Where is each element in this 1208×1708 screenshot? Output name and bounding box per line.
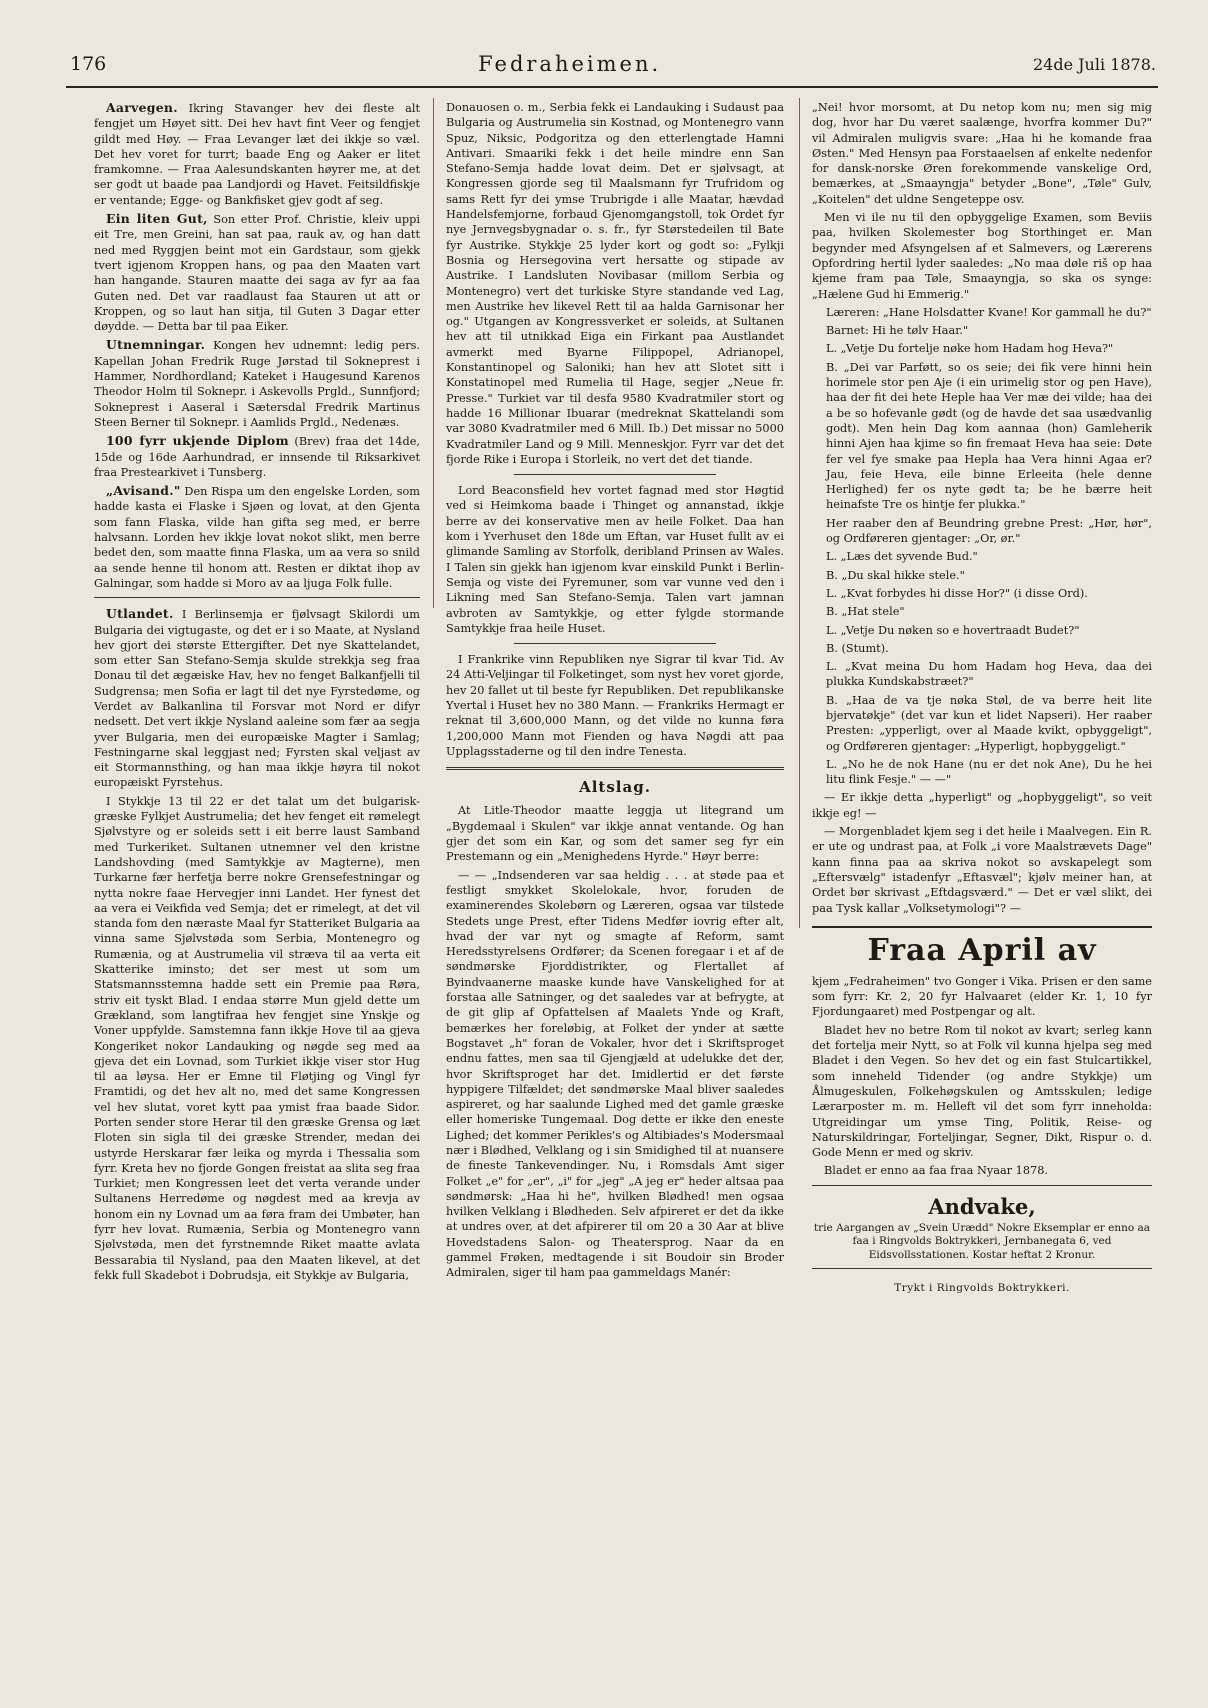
- bottom-divider: [812, 1268, 1152, 1269]
- article-heading: Utnemningar.: [106, 337, 206, 353]
- dialog-line: L. „Kvat forbydes hi disse Hor?" (i disse Ord).: [826, 586, 1088, 600]
- ad-text: Bladet hev no betre Rom til nokot av kvart; serleg kann det fortelja meir Nytt, so at Folk vil kunna hjelpa seg med Bladet i den Vegen. So hev det og ein fast Stulcartikkel, som inneheld Tidender (og andre Stykkje) um Ålmugeskulen, Folkehøgskulen og Amtsskulen; ledige Lærarposter m. m. Helleft vil det som fyrr inneholda: Utgreidingar um ymse Ting, Politik, Reise- og Naturskildringar, Forteljingar, Segner, Dikt, Rispur o. d. Gode Menn er med og skriv.: [812, 1023, 1152, 1160]
- altslag-heading: Altslag.: [579, 778, 651, 797]
- dialog-comment: — Er ikkje detta „hyperligt" og „hopbyggeligt", so veit ikkje eg! —: [812, 791, 1152, 820]
- article-utlandet-cont: I Stykkje 13 til 22 er det talat um det bulgarisk-græske Fylkjet Austrumelia; det hev fenget eit rømelegt Sjølvstyre og er soleids sett i eit berre laust Samband med Turkeriket. Sultanen utnemner vel den kristne Landshovding (med Samtykkje av Magterne), men Turkarne fær herfetja berre nokre Grensefestningar og nytta nokre faae Hervegjer inni Landet. Her fynest det aa vera ei Veikfida ved Semja; det er rimelegt, at det vil standa fom den næraste Maal fyr Statteriket Bulgaria aa vinna same Sjølvstøda som Serbia, Montenegro og Rumænia, og at Austrumelia vil stræva til aa verta eit Skatterike iminsto; det ser mest ut som um Statsmannsstemna hadde sett ein Premie paa Røra, striv eit tyskt Blad. I endaa større Mun gjeld dette um Grækland, som langtifraa hev fengjet sine Ynskje og Voner uppfylde. Samstemna fann ikkje Hove til aa gjeva Kongeriket nokor Landauking og nøgde seg med aa gjeva det ein Lovnad, som Turkiet ikkje viser stor Hug til aa løysa. Her er Emne til Fløtjing og Vingl fyr Framtidi, og det hev alt no, med det same Kongressen vel hev slutat, voret kytt paa ymist fraa baade Sidor. Porten sender store Herar til den græske Grensa og læt Floten sin sigla til dei græske Strender, medan dei ustyrde Herskarar fær leika og myrda i Thessalia som fyrr. Kreta hev no fjorde Gongen freistat aa slita seg fraa Turkiet; men Kongressen leet det verta verande under Sultanens Herredøme og nøgdest med aa krevja av honom ein ny Lovnad um aa føra fram dei Umbøter, han fyrr hev lovat. Rumænia, Serbia og Montenegro vann Sjølvstøda, men det fyrstnemnde Riket maatte avlata Bessarabia til Nysland, paa den Maaten likevel, at det fekk full Skadebot i Dobrudsja, eit Stykkje av Bulgaria,: [94, 794, 420, 1282]
- dialog-line: L. „Læs det syvende Bud.": [826, 550, 978, 564]
- andvake-title: Andvake,: [928, 1193, 1036, 1219]
- article-heading: „Avisand.": [106, 483, 181, 499]
- dialog-line: B. „Du skal hikke stele.": [826, 568, 965, 582]
- section-divider: [94, 597, 420, 598]
- article-heading: Utlandet.: [106, 606, 174, 622]
- article-heading: Aarvegen.: [106, 100, 178, 115]
- article-frankrike: I Frankrike vinn Republiken nye Sigrar til kvar Tid. Av 24 Atti-Veljingar til Folketinget, som nyst hev voret gjorde, hev 20 fallet ut til beste fyr Republiken. Det republikanske Yvertal i Huset hev no 380 Mann. — Frankriks Hermagt er reknat til 3,600,000 Mann, og det vilde no kunna føra 1,200,000 Mann mot Fienden og hava Nøgdi att paa Upplagsstaderne og til den indre Tenesta.: [446, 653, 784, 758]
- altslag-intro: At Litle-Theodor maatte leggja ut litegrand um „Bygdemaal i Skulen" var ikkje annat ventande. Og han gjer det som ein Kar, og som det samer seg fyr ein Prestemann og ein „Menighedens Hyrde." Høyr berre:: [446, 804, 784, 864]
- column-3: [812, 100, 1152, 1668]
- page-header: [70, 44, 1156, 84]
- dialog-line: L. „Kvat meina Du hom Hadam hog Heva, daa dei plukka Kundskabstræet?": [826, 660, 1152, 689]
- page-number: 176: [70, 53, 107, 75]
- ad-rule: [812, 926, 1152, 928]
- section-divider: [446, 767, 784, 770]
- article-diplom: 100 fyrr ukjende Diplom (Brev) fraa det 14de, 15de og 16de Aarhundrad, er innsende til Riksarkivet fraa Prestearkivet i Tunsberg.: [94, 433, 420, 479]
- article-morgenbladet: — Morgenbladet kjem seg i det heile i Maalvegen. Ein R. er ute og undrast paa, at Folk „i vore Maalstrævets Dage" kann finna paa aa skriva nokot so avskapelegt som „Eftersvælg" istadenfyr „Eftasvæl"; kjølv meiner han, at Ordet bør skrivast „Eftdagsværd." — Det er væl slikt, dei paa Tysk kallar „Volksetymologi"? —: [812, 825, 1152, 915]
- header-rule: [66, 86, 1158, 88]
- paragraph-divider: [514, 643, 717, 644]
- article-utnemningar: Utnemningar. Kongen hev udnemnt: ledig pers. Kapellan Johan Fredrik Ruge Jørstad til Sokneprest i Hammer, Nordhordland; Kateket i Haugesund Karenos Theodor Holm til Soknepr. i Askevolls Prgld., Sunnfjord; Sokneprest i Aaseral i Sætersdal Fredrik Martinus Steen Berner til Soknepr. i Aamlids Prgld., Nedenæs.: [94, 337, 420, 429]
- ad-title: Fraa April av: [867, 932, 1097, 968]
- article-avisand: „Avisand." Den Rispa um den engelske Lorden, som hadde kasta ei Flaske i Sjøen og lovat, at den Gjenta som fann Flaska, vilde han gifta seg med, er berre halvsann. Lorden hev ikkje lovat nokot slikt, men berre bedet den, som maatte finna Flaska, um aa vera so snild aa sende henne til honom att. Resten er diktat ihop av Galningar, som hadde si Moro av aa ljuga Folk fulle.: [94, 483, 420, 590]
- column-2: [446, 100, 784, 1668]
- printer-imprint: Trykt i Ringvolds Boktrykkeri.: [894, 1282, 1070, 1295]
- quote-exam: Men vi ile nu til den opbyggelige Examen, som Beviis paa, hvilken Skolemester bog Storthinget er. Man begynder med Afsyngelsen af et Salmevers, og Lærerens Opfordring hertil lyder saaledes: „No maa døle riš op haa kjeme fram paa Tøle, Smaayngja, so ska os synge: „Hælene Gud hi Emmerig.": [812, 211, 1152, 301]
- column-divider-1: [433, 98, 434, 608]
- masthead-title: Fedraheimen.: [478, 52, 662, 76]
- ad-text: kjem „Fedraheimen" tvo Gonger i Vika. Prisen er den same som fyrr: Kr. 2, 20 fyr Halvaaret (elder Kr. 1, 10 fyr Fjordungaaret) med Postpengar og alt.: [812, 974, 1152, 1019]
- paragraph-divider: [514, 474, 717, 475]
- altslag-quote: — — „Indsenderen var saa heldig . . . at støde paa et festligt smykket Skolelokale, hvor, foruden de examinerendes Skolebørn og Læreren, ogsaa var tilstede Stedets unge Prest, efter Tidens Medfør iovrig efter alt, hvad der var nyt og smagte af Reform, samt Heredsstyrelsens Ordfører; da Scenen foregaar i et af de søndmørske Fjorddistrikter, og Flertallet af Byindvaanerne maaske kunde have Vanskelighed for at forstaa alle Satninger, og det saaledes var at befrygte, at de git glip af Opfattelsen af Maalets Ynde og Kraft, bemærkes her foreløbig, at Folket der ynder at sætte Bogstavet „h" foran de Vokaler, hvor det i Skriftsproget endnu fattes, men saa til Gjengjæld at udelukke det der, hvor Skriftsproget har det. Imidlertid er det første hyppigere Tilfældet; det søndmørske Maal bliver saaledes aspireret, og har saalunde Lighed med det gamle græske eller homeriske Tungemaal. Dog dette er ikke den eneste Lighed; det kommer Perikles's og Altibiades's Modersmaal nær i Blødhed, Velklang og i sin Smidighed til at nuansere de fineste Tankevendinger. Nu, i Romsdals Amt siger Folket „e" for „er", „i" for „jeg" „A jeg er" heder altsaa paa søndmørsk: „Haa hi he", hvilken Blødhed! men ogsaa hvilken Velklang i Blødheden. Selv afpireret er det da ikke at undres over, at det afpirerer til om 20 a 30 Aar at blive Hovedstadens Salon- og Theatersprog. Naar da en gammel Frøken, medtagende i sit Boudoir sin Broder Admiralen, siger til ham paa gammeldags Manér:: [446, 868, 784, 1280]
- ad-divider: [812, 1185, 1152, 1186]
- column-1: [94, 100, 420, 1668]
- issue-date: 24de Juli 1878.: [1032, 54, 1156, 74]
- dialog-line: B. „Haa de va tje nøka Støl, de va berre heit lite bjervatøkje" (det var kun et lidet Napseri). Her raaber Presten: „ypperligt, over al Maade kvikt, opbyggeligt", og Ordføreren gjentager: „Hyperligt, hopbyggeligt.": [826, 693, 1152, 753]
- column-divider-2: [799, 98, 800, 928]
- dialog-line: B. „Hat stele": [826, 605, 905, 619]
- dialog-line: Læreren: „Hane Holsdatter Kvane! Kor gammall he du?": [826, 305, 1152, 319]
- dialog-line: B. „Dei var Parføtt, so os seie; dei fik vere hinni hein horimele stor pen Aje (i ein urimelig stor og pen Have), haa der fit dei hete Heple haa Ver mæ dei vilde; haa dei a be so hofevanle gødt (og de havde det saa usædvanlig godt). Men hein Dag kom aannaa (hon) Gamleherik hinni Ajen haa kjime so fin fremaat Heva haa seie: Døte fer vel fye smake paa Hepla haa Vera hinni Agaa er? Jau, feie Heva, eile binne Erleeita (hele denne Herlighed) fer os nyte gødt ta; be he bærre heit heinafste Tre os hintje fer plukka.": [826, 360, 1152, 512]
- dialog-line: B. (Stumt).: [826, 641, 889, 655]
- article-beaconsfield: Lord Beaconsfield hev vortet fagnad med stor Høgtid ved si Heimkoma baade i Thinget og annanstad, ikkje berre av dei konservative men av heile Folket. Daa han kom i Yverhuset den 18de um Eftan, var Huset fullt av ei glimande Samling av Storfolk, deribland Prinsen av Wales. I Talen sin gjekk han igjenom kvar einskild Punkt i Berlin-Semja og viste dei Fyremuner, som var vunne ved den i Likning med San Stefano-Semja. Talen vart jamnan avbroten av Samtykkje, og etter fylgde stormande Samtykkje fraa heile Huset.: [446, 484, 784, 635]
- article-heading: 100 fyrr ukjende Diplom: [106, 433, 289, 449]
- dialog-line: Barnet: Hi he tølv Haar.": [826, 324, 969, 338]
- article-heading: Ein liten Gut,: [106, 211, 208, 227]
- article-utlandet-cont: Donauosen o. m., Serbia fekk ei Landauking i Sudaust paa Bulgaria og Austrumelia sin Kostnad, og Montenegro vann Spuz, Niksic, Podgoritza og den etterlengtade Hamni Antivari. Smaariki fekk i det heile mindre enn San Stefano-Semja hadde lovat deim. Det er sjølvsagt, at Kongressen gjorde seg til Maalsmann fyr Trufridom og sams Rett fyr dei ymse Trubrigde i alle Maatar, hævdad Handelsfemjorne, forbaud Gjenomgangstoll, tok Ordet fyr nye Jernvegsbygnadar o. s. fr., fyr Størstedeilen til Bate fyr Austrike. Stykkje 25 lyder kort og godt so: „Fylkji Bosnia og Hersegovina vert hersatte og stipade av Austrike. I Landsluten Novibasar (millom Serbia og Montenegro) vert det turkiske Styre standande ved Lag, men Austrike hev likevel Rett til aa halda Garnisonar her og." Utgangen av Kongressverket er soleids, at Sultanen hev att til utnikkad Eiga ein Firkant paa Austlandet avmerkt med Byarne Filippopel, Adrianopel, Konstantinopel og Saloniki; han hev att Slotet sitt i Konstatinopel med Rumelia til Hage, segjer „Neue fr. Presse." Turkiet var til desfa 9580 Kvadratmiler stort og hadde 16 Millionar Ibuarar (medreknat Skattelandi som var 3080 Kvadratmiler med 6 Mill. Ib.) Det missar no 5000 Kvadratmiler Land og 9 Mill. Menneskjor. Fyrr var det det fjorde Rike i Europa i Storleik, no vert det det tiande.: [446, 101, 784, 466]
- dialog-line: L. „Vetje Du fortelje nøke hom Hadam hog Heva?": [826, 342, 1114, 356]
- ad-text: Bladet er enno aa faa fraa Nyaar 1878.: [824, 1164, 1049, 1178]
- dialog-line: L. „Vetje Du nøken so e hovertraadt Budet?": [826, 623, 1080, 637]
- dialog-line: L. „No he de nok Hane (nu er det nok Ane), Du he hei litu flink Fesje." — —": [826, 757, 1152, 787]
- article-aarvegen: Aarvegen. Ikring Stavanger hev dei fleste alt fengjet um Høyet sitt. Dei hev havt fint Veer og fengjet gildt med Høy. — Fraa Levanger læt dei ikkje so væl. Det hev voret for turrt; baade Eng og Aaker er litet framkomne. — Fraa Aalesundskanten høyrer me, at det ser godt ut baade paa Landjordi og Havet. Feitsildfiskje er ventande; Egge- og Bankfisket gjev godt af seg.: [94, 100, 420, 207]
- quote-cont: „Nei! hvor morsomt, at Du netop kom nu; men sig mig dog, hvor har Du været saalænge, hvorfra kommer Du?" vil Admiralen muligvis svare: „Haa hi he komande fraa Østen." Med Hensyn paa Forstaaelsen af enkelte nedenfor for dansk-norske Øren forekommende vanskelige Ord, bemærkes, at „Smaayngja" betyder „Bone", „Tøle" Gulv, „Koitelen" det uldne Sengeteppe osv.: [812, 101, 1152, 206]
- andvake-text: trie Aargangen av „Svein Urædd" Nokre Eksemplar er enno aa faa i Ringvolds Boktrykkeri, Jernbanegata 6, ved Eidsvollsstationen. Kostar heftat 2 Kronur.: [813, 1221, 1151, 1261]
- article-utlandet: Utlandet. I Berlinsemja er fjølvsagt Skilordi um Bulgaria dei vigtugaste, og det er i so Maate, at Nysland hev gjort dei største Ettergifter. Det nye Skattelandet, som etter San Stefano-Semja skulde strekkja seg fraa Donau til det ægæiske Hav, hev no fenget Balkanfjelli til Sudgrensa; men Sofia er lagt til det nye Fyrstedøme, og Verdet av Balkanlina til Forsvar mot Nord er difyr nedsett. Det vert ikkje Nysland aaleine som fær aa segja yver Bulgaria, men dei europæiske Magter i Samlag; Festningarne skal leggjast ned; Fyrsten skal veljast av eit Stormannsthing, og han maa ikkje høyra til nokot europæiskt Fyrstehus.: [94, 606, 420, 790]
- dialog-line: Her raaber den af Beundring grebne Prest: „Hør, hør", og Ordføreren gjentager: „Or, ør.": [826, 516, 1152, 546]
- article-liten-gut: Ein liten Gut, Son etter Prof. Christie, kleiv uppi eit Tre, men Greini, han sat paa, rauk av, og han datt ned med Ryggjen beint mot ein Gardstaur, som gjekk tvert igjenom Kroppen hans, og paa den Maaten vart han hangande. Stauren maatte dei saga av fyr aa faa Guten ned. Det var raadlaust faa Stauren ut att or Kroppen, og so laut han sitja, til Guten 3 Dagar etter døydde. — Detta bar til paa Eiker.: [94, 211, 420, 334]
